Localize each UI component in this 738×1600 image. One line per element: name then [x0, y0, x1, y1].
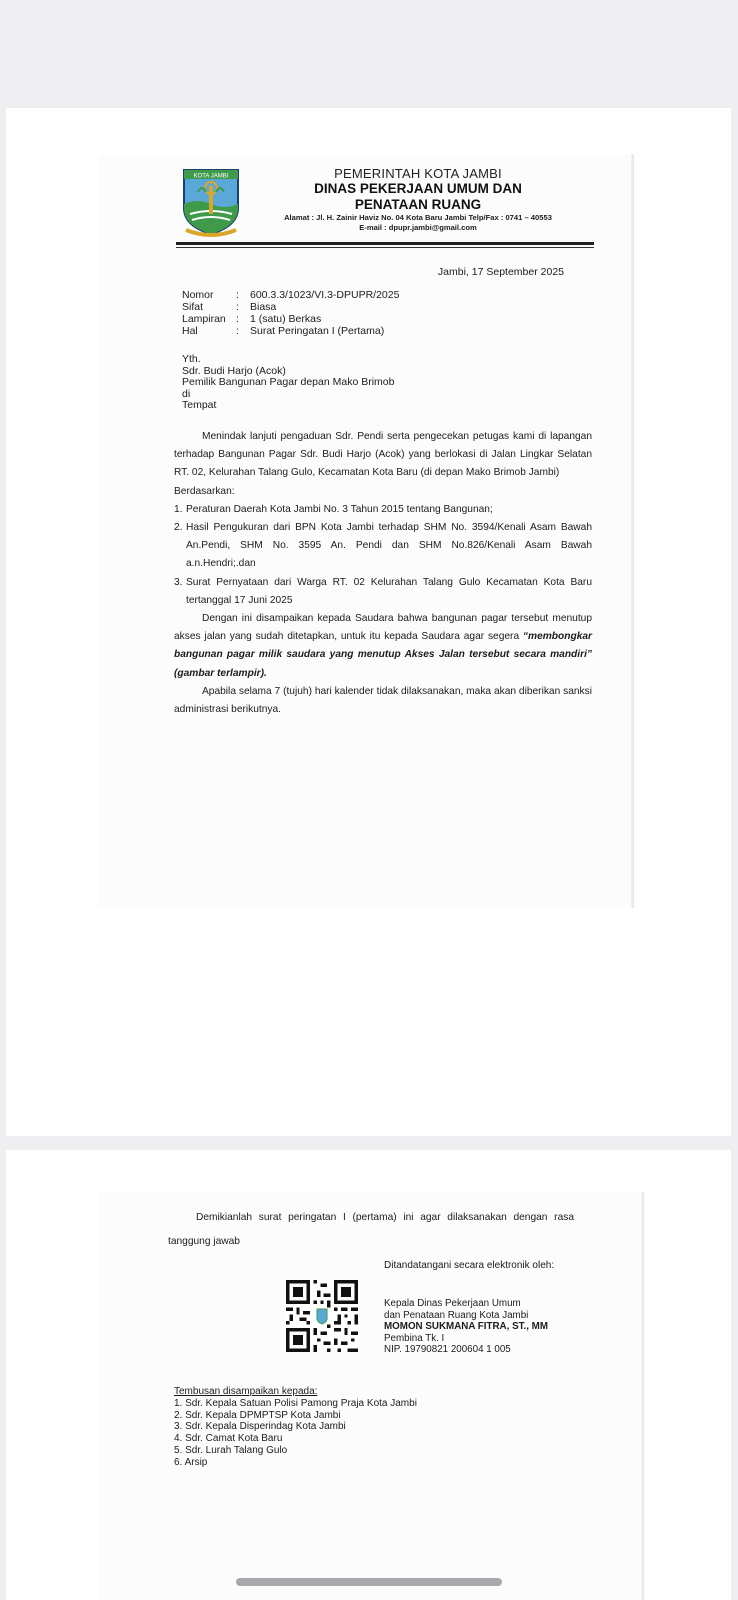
home-indicator[interactable]	[236, 1578, 502, 1586]
basis-item: 2. Hasil Pengukuran dari BPN Kota Jambi terhadap SHM No. 3594/Kenali Asam Bawah An.Pendi, SHM No. 3595 An. Pendi dan SHM No.826/Kenali Asam Bawah a.n.Hendri;.dan	[174, 522, 592, 570]
government-name: PEMERINTAH KOTA JAMBI	[334, 166, 502, 181]
qr-code	[286, 1280, 358, 1352]
kota-jambi-logo	[178, 164, 244, 240]
department-address: Alamat : Jl. H. Zainir Haviz No. 04 Kota Baru Jambi Telp/Fax : 0741 – 40553	[284, 213, 552, 222]
signer-nip: NIP. 19790821 200604 1 005	[384, 1344, 511, 1355]
letter-date: Jambi, 17 September 2025	[437, 266, 564, 278]
basis-heading: Berdasarkan:	[174, 485, 235, 497]
department-name-line2: PENATAAN RUANG	[354, 197, 482, 212]
copies-item: 2. Sdr. Kepala DPMPTSP Kota Jambi	[174, 1409, 341, 1421]
document-page-2	[6, 1150, 731, 1600]
recipient-role: Pemilik Bangunan Pagar depan Mako Brimob	[182, 376, 395, 388]
body-paragraph-2: Dengan ini disampaikan kepada Saudara bahwa bangunan pagar tersebut menutup akses jalan yang sudah ditetapkan, untuk itu kepada Saudara agar segera “membongkar bangunan pagar milik saudara yang menutup Akses Jalan tersebut secara mandiri” (gambar terlampir).	[174, 613, 592, 679]
copies-item: 3. Sdr. Kepala Disperindag Kota Jambi	[174, 1421, 346, 1433]
demolition-instruction: “membongkar bangunan pagar milik saudara yang menutup Akses Jalan tersebut secara mandiri” (gambar terlampir).	[174, 631, 592, 679]
document-page-1	[6, 108, 731, 1136]
meta-row-lampiran: Lampiran : 1 (satu) Berkas	[182, 313, 322, 325]
letter-meta	[182, 289, 399, 337]
department-name-line1: DINAS PEKERJAAN UMUM DAN	[314, 181, 522, 196]
copies-item: 4. Sdr. Camat Kota Baru	[174, 1433, 283, 1445]
closing-paragraph: Demikianlah surat peringatan I (pertama) ini agar dilaksanakan dengan rasa tanggung jawab	[168, 1212, 574, 1247]
meta-row-nomor: Nomor : 600.3.3/1023/VI.3-DPUPR/2025	[182, 289, 400, 301]
copies-title: Tembusan disampaikan kepada:	[174, 1386, 318, 1397]
logo-text: KOTA JAMBI	[193, 173, 229, 180]
meta-row-sifat: Sifat : Biasa	[182, 301, 277, 313]
basis-item: 3. Surat Pernyataan dari Warga RT. 02 Kelurahan Talang Gulo Kecamatan Kota Baru tertanggal 17 Juni 2025	[174, 576, 592, 606]
copies-item: 1. Sdr. Kepala Satuan Polisi Pamong Praja Kota Jambi	[174, 1397, 417, 1409]
esign-label: Ditandatangani secara elektronik oleh:	[384, 1260, 555, 1271]
signer-position-line2: dan Penataan Ruang Kota Jambi	[384, 1309, 529, 1321]
recipient-block: Yth. Sdr. Budi Harjo (Acok) Pemilik Bangunan Pagar depan Mako Brimob di Tempat	[182, 353, 395, 411]
signer-block	[384, 1298, 548, 1356]
copies-block	[174, 1386, 417, 1469]
letter-body	[174, 428, 592, 719]
letterhead-divider-thin	[176, 247, 594, 248]
basis-item: 1. Peraturan Daerah Kota Jambi No. 3 Tahun 2015 tentang Bangunan;	[174, 503, 493, 515]
signer-position-line1: Kepala Dinas Pekerjaan Umum	[384, 1298, 521, 1309]
body-paragraph-3: Apabila selama 7 (tujuh) hari kalender tidak dilaksanakan, maka akan diberikan sanksi administrasi berikutnya.	[174, 685, 592, 716]
meta-row-hal: Hal : Surat Peringatan I (Pertama)	[182, 325, 385, 337]
letter-sheet	[98, 154, 634, 908]
department-email: E-mail : dpupr.jambi@gmail.com	[359, 223, 477, 232]
letterhead-divider	[176, 242, 594, 245]
recipient-name: Sdr. Budi Harjo (Acok)	[182, 364, 286, 377]
signer-rank: Pembina Tk. I	[384, 1332, 445, 1344]
letterhead	[178, 164, 588, 248]
copies-item: 6. Arsip	[174, 1456, 208, 1468]
body-paragraph-1: Menindak lanjuti pengaduan Sdr. Pendi serta pengecekan petugas kami di lapangan terhadap Bangunan Pagar Sdr. Budi Harjo (Acok) yang berlokasi di Jalan Lingkar Selatan RT. 02, Kelurahan Talang Gulo, Kecamatan Kota Baru (di depan Mako Brimob Jambi)	[174, 431, 592, 479]
letter-sheet	[98, 1192, 644, 1600]
copies-item: 5. Sdr. Lurah Talang Gulo	[174, 1444, 288, 1456]
signer-name: MOMON SUKMANA FITRA, ST., MM	[384, 1321, 548, 1332]
